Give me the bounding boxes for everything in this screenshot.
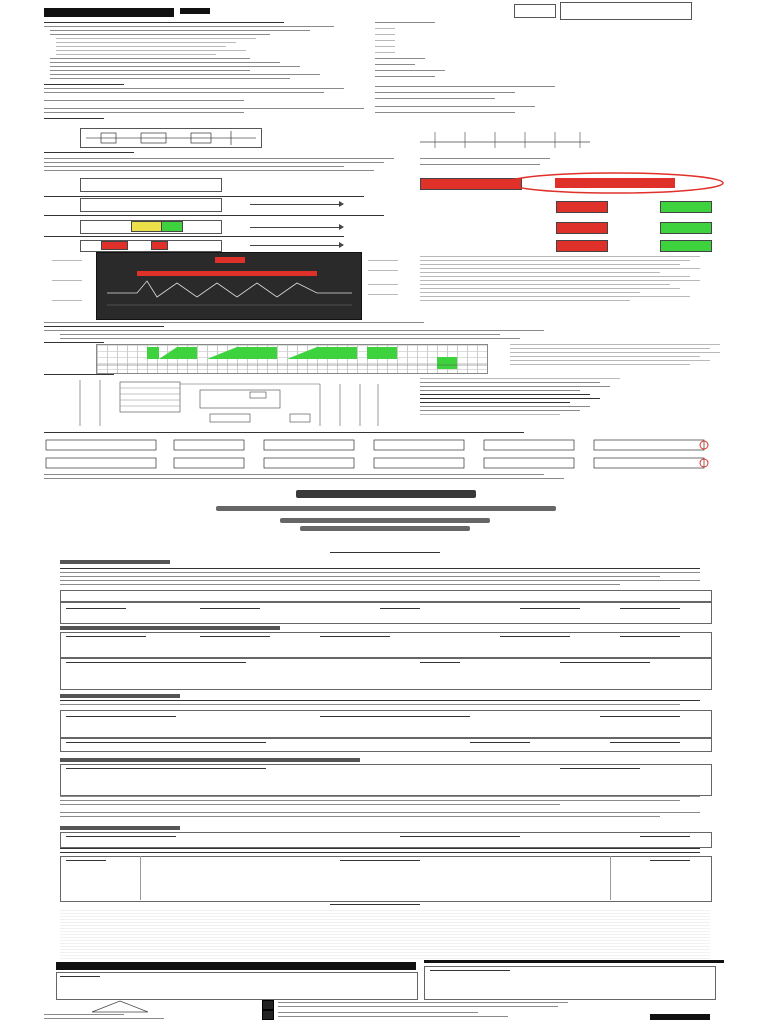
text-line [44,1014,124,1015]
text-line [620,608,680,609]
text-line [66,608,126,609]
text-line [50,66,300,67]
form-row-box [60,832,712,848]
text-line [60,812,700,813]
text-line [56,42,236,43]
status-bar [556,240,608,252]
text-line [44,326,164,327]
notes-heading-line [330,904,420,905]
text-line [66,836,176,837]
text-line [44,22,284,23]
text-line [610,742,680,743]
text-line [52,280,82,281]
text-line [640,836,690,837]
arrow-right [250,245,340,246]
text-line [420,256,700,257]
text-line [66,860,106,861]
text-line [375,70,445,71]
text-line [470,742,530,743]
text-line [278,1006,558,1007]
text-line [510,348,710,349]
text-line [510,364,690,365]
text-line [44,322,424,323]
form-section-5-heading [60,826,180,830]
form-row-box [60,590,712,602]
text-line [44,118,104,119]
text-line [50,30,310,31]
footer-thumbnail [262,1000,274,1010]
schematic-strip-right-drawing [420,128,590,150]
text-line [56,50,246,51]
text-line [500,636,570,637]
text-line [60,576,660,577]
text-line [60,572,700,573]
text-line [44,158,394,159]
text-line [375,58,425,59]
text-line [50,74,320,75]
text-line [44,474,544,475]
appendix-subtitle-block-3 [300,526,470,531]
text-line [560,768,640,769]
document-title-block-2 [180,8,210,14]
waveform-chart [96,344,488,374]
text-line [60,338,520,339]
text-line [44,162,384,163]
status-bar [556,222,608,234]
text-line [420,382,600,383]
text-line [44,166,344,167]
text-line [278,1002,568,1003]
text-line [60,568,700,569]
form-section-1-heading [60,560,170,564]
text-line [60,800,680,801]
form-row-box [60,856,712,902]
schematic-strip-left-drawing [81,129,261,147]
text-line [510,356,700,357]
text-line [60,848,700,849]
text-line [420,276,690,277]
text-line [60,700,700,701]
text-line [375,28,395,29]
flowchart-diagram-drawing [60,378,390,428]
text-line [380,608,420,609]
text-line [375,98,495,99]
form-row-box [60,738,712,752]
document-title-block [44,8,174,17]
text-line [44,108,364,109]
text-line [600,716,680,717]
text-line [375,40,395,41]
text-line [430,970,510,971]
status-bar [161,221,183,232]
text-line [44,26,334,27]
text-line [44,236,344,237]
text-line [368,284,398,285]
text-line [44,84,124,85]
status-bar [131,221,163,232]
text-line [368,294,398,295]
text-line [420,390,580,391]
status-bar [101,241,128,250]
text-line [44,92,324,93]
text-line [420,414,560,415]
text-line [278,1012,478,1013]
text-line [420,288,680,289]
text-line [44,432,524,433]
text-line [66,742,266,743]
footer-thumbnail [262,1010,274,1020]
schematic-strip-left [80,128,262,148]
fault-row-2-diagram [80,198,222,212]
footer-triangle-icon [90,1000,150,1014]
text-line [44,112,244,113]
text-line [420,394,590,395]
text-line [60,580,700,581]
text-line [320,716,470,717]
text-line [375,112,515,113]
form-page-title-line [330,552,440,553]
status-bar [660,222,712,234]
text-line [420,164,540,165]
text-line [50,58,250,59]
text-line [520,608,580,609]
text-line [60,584,620,585]
fault-highlight-ellipse-drawing [505,172,725,194]
text-line [60,796,700,797]
text-line [650,860,690,861]
text-line [560,662,650,663]
fault-row-3-diagram [80,220,222,234]
text-line [420,386,610,387]
form-column-divider [610,856,611,900]
text-line [50,70,250,71]
text-line [278,1016,508,1017]
form-row-box [60,710,712,738]
bottom-left-box [56,972,418,1000]
text-line [420,280,700,281]
connector-diagram-row [44,436,714,472]
text-line [60,334,500,335]
text-line [44,88,344,89]
text-line [420,272,660,273]
text-line [50,78,290,79]
text-line [420,300,630,301]
text-line [50,62,280,63]
form-row-box [60,602,712,624]
header-info-box [560,2,692,20]
text-line [56,46,226,47]
schematic-strip-right [420,128,590,150]
text-line [375,22,435,23]
text-line [420,378,620,379]
arrow-right [250,204,340,205]
arrow-right [250,227,340,228]
form-section-3-heading [60,694,180,698]
text-line [44,170,374,171]
text-line [420,264,680,265]
text-line [66,716,176,717]
text-line [510,360,710,361]
text-line [60,852,700,853]
text-line [60,804,560,805]
text-line [44,342,104,343]
oscilloscope-screen [96,252,362,320]
notes-lined-area[interactable] [60,910,710,960]
text-line [66,636,146,637]
form-column-divider [140,856,141,900]
text-line [420,662,460,663]
oscilloscope-trace [97,253,361,319]
text-line [375,92,515,93]
text-line [420,292,640,293]
text-line [340,860,420,861]
footer-page-label [650,1014,710,1020]
text-line [44,1018,164,1019]
status-bar [151,241,168,250]
fault-row-4-diagram [80,240,222,252]
text-line [420,398,600,399]
flowchart-diagram [60,378,390,428]
bottom-banner-tail [424,960,724,963]
text-line [52,260,82,261]
text-line [420,296,690,297]
text-line [420,410,580,411]
status-bar [660,201,712,213]
appendix-subtitle-block-2 [280,518,490,523]
text-line [420,406,590,407]
text-line [620,636,680,637]
text-line [44,100,244,101]
text-line [200,608,260,609]
text-line [375,46,395,47]
text-line [200,636,270,637]
appendix-title-block [296,490,476,498]
text-line [510,352,720,353]
text-line [50,34,270,35]
status-bar [556,201,608,213]
waveform-chart-drawing [97,345,487,373]
text-line [52,300,82,301]
text-line [420,158,550,159]
text-line [44,330,544,331]
text-line [420,268,700,269]
text-line [375,34,395,35]
text-line [400,836,520,837]
text-line [60,976,100,977]
footer-triangle-drawing [90,1000,150,1014]
appendix-subtitle-block-1 [216,506,556,511]
text-line [44,374,114,375]
text-line [375,64,415,65]
text-line [44,215,384,216]
text-line [375,52,395,53]
text-line [375,76,435,77]
bottom-banner [56,962,416,970]
header-logo-box [514,4,556,18]
fault-row-1-diagram [80,178,222,192]
fault-highlight-ellipse [505,172,725,194]
text-line [420,260,690,261]
text-line [375,106,535,107]
text-line [66,768,266,769]
text-line [60,816,660,817]
form-section-2-heading [60,626,280,630]
text-line [420,284,670,285]
text-line [510,344,720,345]
text-line [56,38,256,39]
text-line [420,402,570,403]
text-line [56,54,216,55]
text-line [60,704,680,705]
schematic-section-heading-line [44,152,134,153]
text-line [375,86,555,87]
text-line [66,662,246,663]
text-line [320,636,390,637]
text-line [44,478,564,479]
status-bar [660,240,712,252]
connector-diagram-row-drawing [44,436,714,472]
text-line [368,270,398,271]
text-line [368,260,398,261]
form-section-4-heading [60,758,360,762]
